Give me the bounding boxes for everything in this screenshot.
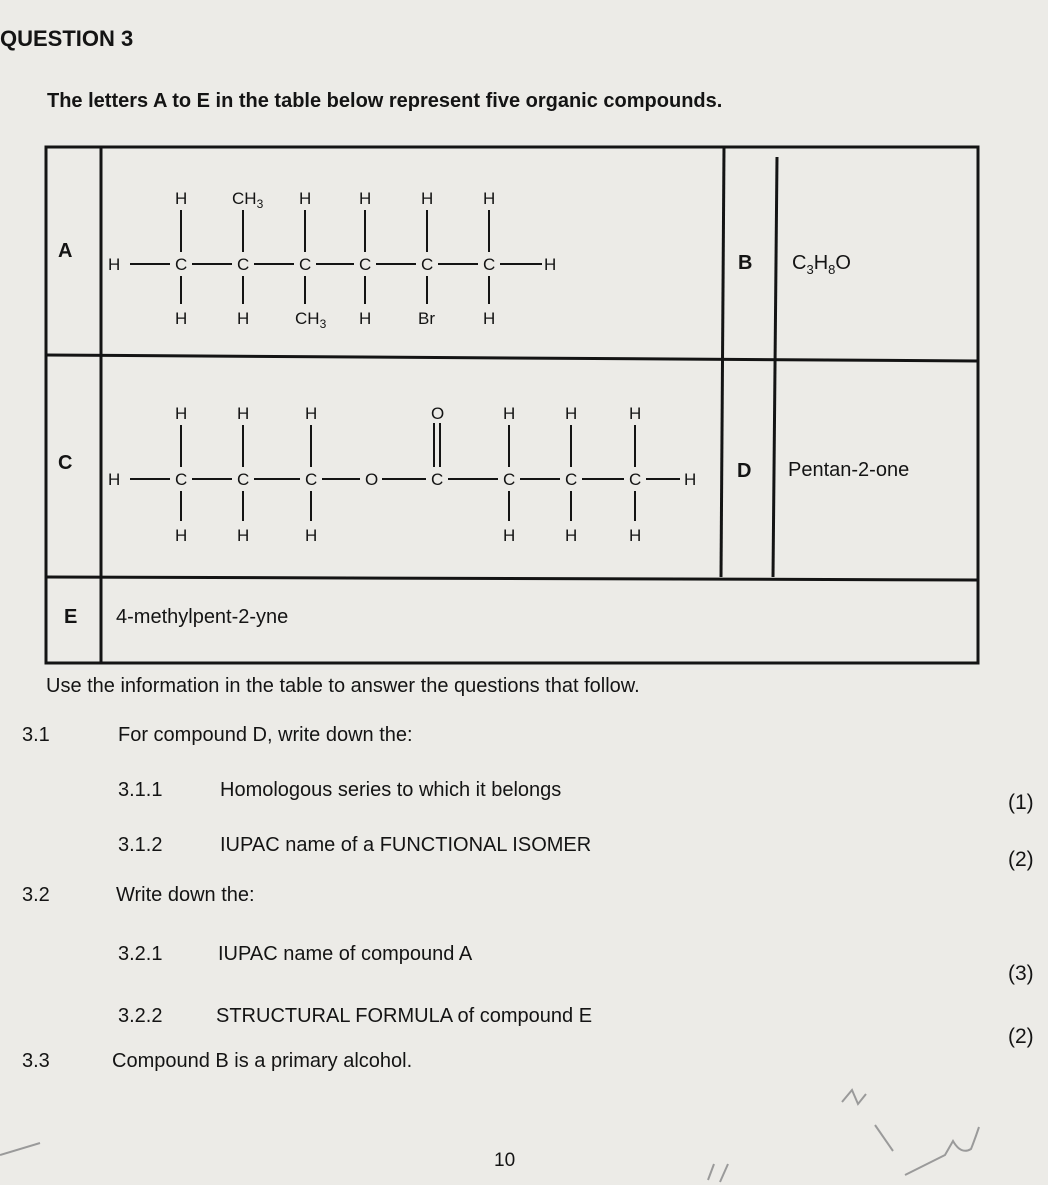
mark-allocation: (1) [1008,791,1034,814]
atom-h: H [237,526,250,545]
atom-h: H [305,526,318,545]
cell-letter-d: D [737,460,752,482]
cell-letter-e: E [64,606,78,628]
question-number: 3.1.1 [118,779,163,801]
atom-c: C [629,470,642,489]
atom-c: C [565,470,578,489]
structure-c-diagram [100,395,720,555]
atom-h: H [421,189,434,208]
atom-o: O [431,404,445,423]
question-text: STRUCTURAL FORMULA of compound E [216,1005,593,1027]
intro-text: The letters A to E in the table below represent five organic compounds. [47,90,723,112]
atom-h: H [175,309,188,328]
question-number: 3.2 [22,884,50,906]
atom-c: C [305,470,318,489]
atom-c: C [483,255,496,274]
cell-letter-a: A [58,240,73,262]
question-title: QUESTION 3 [0,26,134,51]
atom-h: H [237,404,250,423]
methyl-group: $CH_3$ [232,189,264,211]
question-number: 3.3 [22,1050,50,1072]
atom-c: C [175,255,188,274]
mark-allocation: (2) [1008,1025,1034,1048]
question-text: Write down the: [116,884,255,906]
atom-h: H [299,189,312,208]
atom-c: C [359,255,372,274]
cell-letter-c: C [58,452,73,474]
mark-allocation: (2) [1008,848,1034,871]
atom-c: C [237,470,250,489]
structure-a-diagram [100,180,580,340]
pencil-marks [0,1080,1048,1185]
atom-h: H [359,309,372,328]
atom-h: H [565,526,578,545]
atom-c: C [175,470,188,489]
atom-c: C [431,470,444,489]
question-text: Homologous series to which it belongs [220,779,562,801]
page-number: 10 [494,1150,516,1171]
compound-d-name: Pentan-2-one [788,459,910,481]
compound-b-formula: $C_3H_8O$ [792,252,851,277]
atom-c: C [299,255,312,274]
atom-h: H [483,309,496,328]
atom-h: H [483,189,496,208]
atom-h: H [175,526,188,545]
mark-allocation: (3) [1008,962,1034,985]
atom-c: C [421,255,434,274]
atom-h: H [503,526,516,545]
atom-c: C [237,255,250,274]
question-number: 3.2.2 [118,1005,163,1027]
question-number: 3.1.2 [118,834,163,856]
atom-h: H [359,189,372,208]
question-text: Compound B is a primary alcohol. [112,1050,413,1072]
question-number: 3.1 [22,724,50,746]
question-text: IUPAC name of a FUNCTIONAL ISOMER [220,834,592,856]
atom-h: H [544,255,557,274]
atom-h: H [503,404,516,423]
atom-h: H [305,404,318,423]
atom-h: H [629,526,642,545]
atom-h: H [565,404,578,423]
instruction-text: Use the information in the table to answer the questions that follow. [46,675,640,697]
cell-letter-b: B [738,252,753,274]
atom-h: H [108,470,121,489]
atom-br: Br [418,309,435,328]
atom-h: H [175,404,188,423]
question-text: IUPAC name of compound A [218,943,473,965]
atom-h: H [108,255,121,274]
question-text: For compound D, write down the: [118,724,413,746]
atom-h: H [237,309,250,328]
methyl-group: $CH_3$ [295,309,327,331]
question-number: 3.2.1 [118,943,163,965]
atom-o: O [365,470,379,489]
compound-e-name: 4-methylpent-2-yne [116,606,289,628]
atom-h: H [684,470,697,489]
atom-h: H [175,189,188,208]
atom-h: H [629,404,642,423]
atom-c: C [503,470,516,489]
